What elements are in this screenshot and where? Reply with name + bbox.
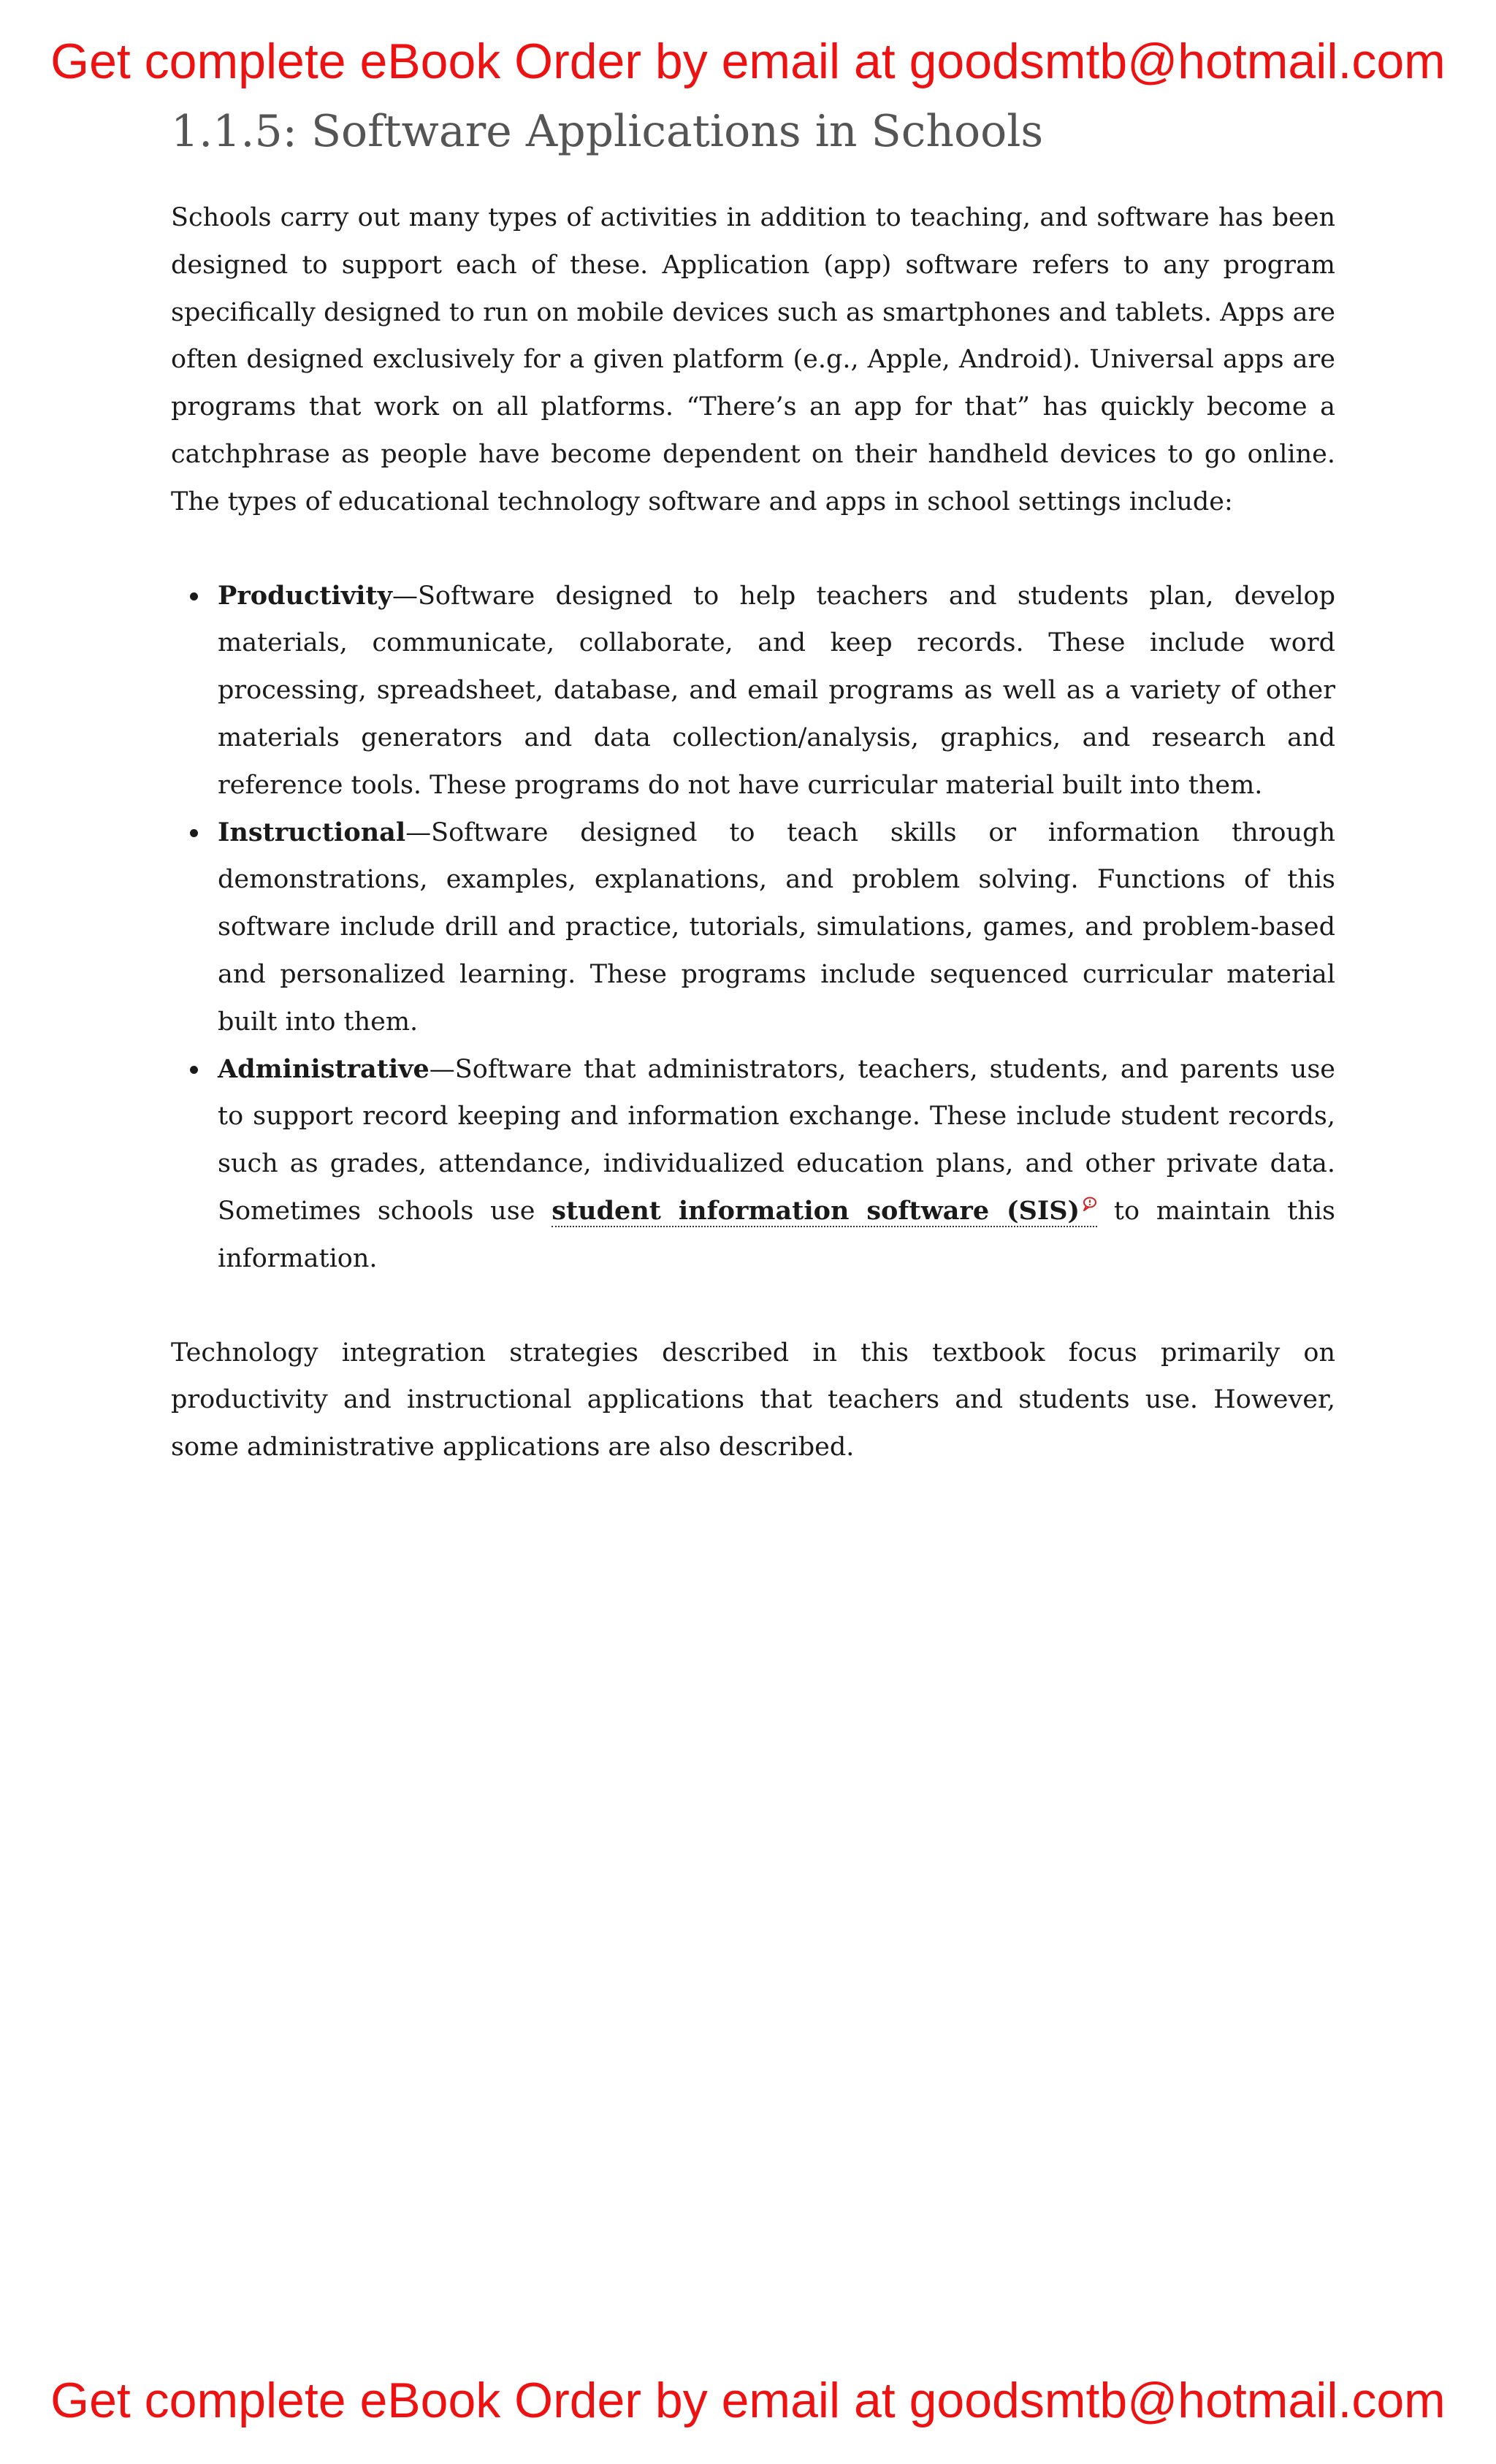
description-instructional: —Software designed to teach skills or information through demonstrations, examples, explanations, and problem solving. Functions of this software include drill and practice, tutorials, simulations, games, and problem-based and personalized learning. These programs include sequenced curricular material built into them. <box>218 817 1335 1037</box>
closing-paragraph: Technology integration strategies described in this textbook focus primarily on productivity and instructional applications that teachers and students use. However, some administrative applications are also described. <box>171 1338 1335 1462</box>
glossary-link-label: student information software (SIS) <box>552 1195 1080 1226</box>
software-types-list <box>171 573 1335 1283</box>
glossary-icon <box>1081 1196 1097 1212</box>
description-administrative-end: to maintain this information. <box>218 1196 1335 1273</box>
list-item-productivity <box>171 573 1335 809</box>
description-productivity: —Software designed to help teachers and students plan, develop materials, communicate, collaborate, and keep records. These include word processing, spreadsheet, database, and email programs as well as a variety of other materials generators and data collection/analysis, graphics, and research and reference tools. These programs do not have curricular material built into them. <box>218 581 1335 800</box>
intro-paragraph: Schools carry out many types of activities in addition to teaching, and software has been designed to support each of these. Application (app) software refers to any program specifically designed to run on mobile devices such as smartphones and tablets. Apps are often designed exclusively for a given platform (e.g., Apple, Android). Universal apps are programs that work on all platforms. “There’s an app for that” has quickly become a catchphrase as people have become dependent on their handheld devices to go online. The types of educational technology software and apps in school settings include: <box>171 203 1335 516</box>
bullet-icon <box>190 592 198 600</box>
promo-banner-bottom: Get complete eBook Order by email at goodsmtb@hotmail.com <box>50 2373 1446 2428</box>
page-content <box>171 102 1335 1471</box>
term-administrative: Administrative <box>218 1053 430 1084</box>
description-administrative: —Software that administrators, teachers, students, and parents use to support record keeping and information exchange. These include student records, such as grades, attendance, individualized education plans, and other private data. Sometimes schools use <box>218 1054 1335 1226</box>
promo-banner-top: Get complete eBook Order by email at goodsmtb@hotmail.com <box>50 34 1446 89</box>
term-productivity: Productivity <box>218 580 392 611</box>
glossary-link-sis[interactable] <box>552 1196 1097 1227</box>
list-item-instructional <box>171 809 1335 1046</box>
page-title: 1.1.5: Software Applications in Schools <box>171 106 1044 157</box>
bullet-icon <box>190 1066 198 1074</box>
bullet-icon <box>190 829 198 837</box>
term-instructional: Instructional <box>218 817 406 847</box>
list-item-administrative <box>171 1046 1335 1283</box>
